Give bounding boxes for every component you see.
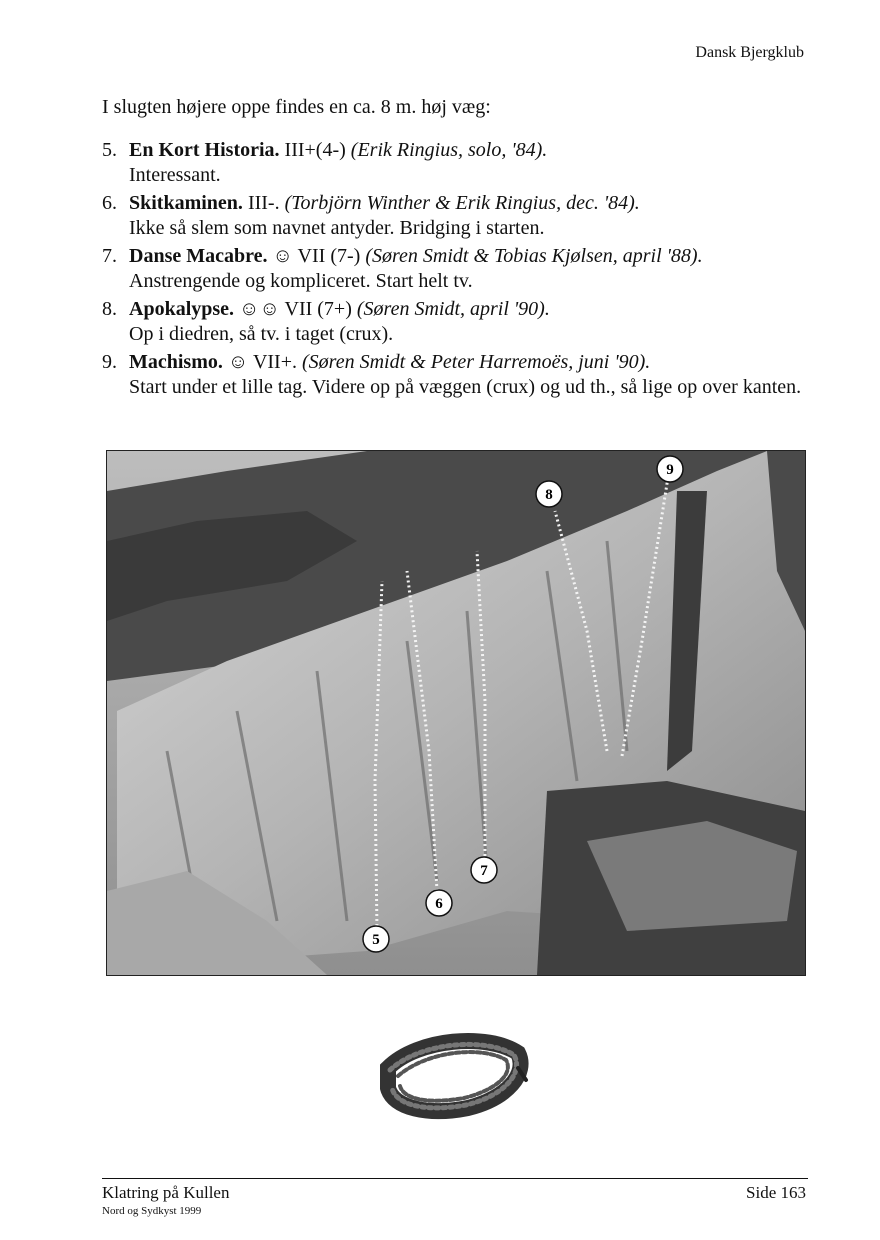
route-description: Ikke så slem som navnet antyder. Bridging i starten. (129, 217, 545, 239)
route-credit: (Søren Smidt & Tobias Kjølsen, april '88). (365, 245, 703, 267)
footer-rule (102, 1178, 808, 1179)
route-description: Interessant. (129, 164, 221, 186)
route-number: 5. (102, 139, 117, 161)
route-grade: ☺ VII (7-) (267, 245, 366, 267)
footer-left (102, 1183, 229, 1217)
footer-edition: Nord og Sydkyst 1999 (102, 1205, 202, 1217)
footer-book-title: Klatring på Kullen (102, 1183, 230, 1202)
route-marker-5: 5 (372, 932, 380, 948)
route-description: Anstrengende og kompliceret. Start helt tv. (129, 270, 473, 292)
route-credit: (Torbjörn Winther & Erik Ringius, dec. '84). (284, 192, 640, 214)
route-name: Skitkaminen. (129, 192, 243, 214)
route-marker-7: 7 (480, 863, 488, 879)
route-name: Danse Macabre. (129, 245, 268, 267)
route-list (102, 138, 802, 403)
route-number: 9. (102, 351, 117, 373)
route-credit: (Erik Ringius, solo, '84). (350, 139, 548, 161)
route-item (102, 350, 802, 400)
route-grade: ☺☺ VII (7+) (234, 298, 357, 320)
route-credit: (Søren Smidt, april '90). (356, 298, 550, 320)
crag-photo (106, 450, 806, 976)
route-item (102, 297, 802, 347)
running-header: Dansk Bjergklub (695, 44, 804, 61)
route-grade: III+(4-) (279, 139, 351, 161)
route-credit: (Søren Smidt & Peter Harremoës, juni '90). (302, 351, 651, 373)
route-marker-8: 8 (545, 487, 553, 503)
route-marker-9: 9 (666, 462, 674, 478)
route-marker-6: 6 (435, 896, 443, 912)
route-item (102, 138, 802, 188)
intro-text: I slugten højere oppe findes en ca. 8 m. høj væg: (102, 96, 491, 118)
rope-illustration (378, 1028, 530, 1120)
route-grade: ☺ VII+. (222, 351, 302, 373)
route-grade: III-. (242, 192, 285, 214)
route-item (102, 244, 802, 294)
route-number: 6. (102, 192, 117, 214)
route-description: Start under et lille tag. Videre op på væggen (crux) og ud th., så lige op over kanten. (129, 376, 802, 398)
page-number: Side 163 (746, 1183, 806, 1202)
route-name: Machismo. (129, 351, 223, 373)
route-description: Op i diedren, så tv. i taget (crux). (129, 323, 394, 345)
route-name: Apokalypse. (129, 298, 235, 320)
route-number: 7. (102, 245, 117, 267)
route-item (102, 191, 802, 241)
route-name: En Kort Historia. (129, 139, 280, 161)
route-number: 8. (102, 298, 117, 320)
